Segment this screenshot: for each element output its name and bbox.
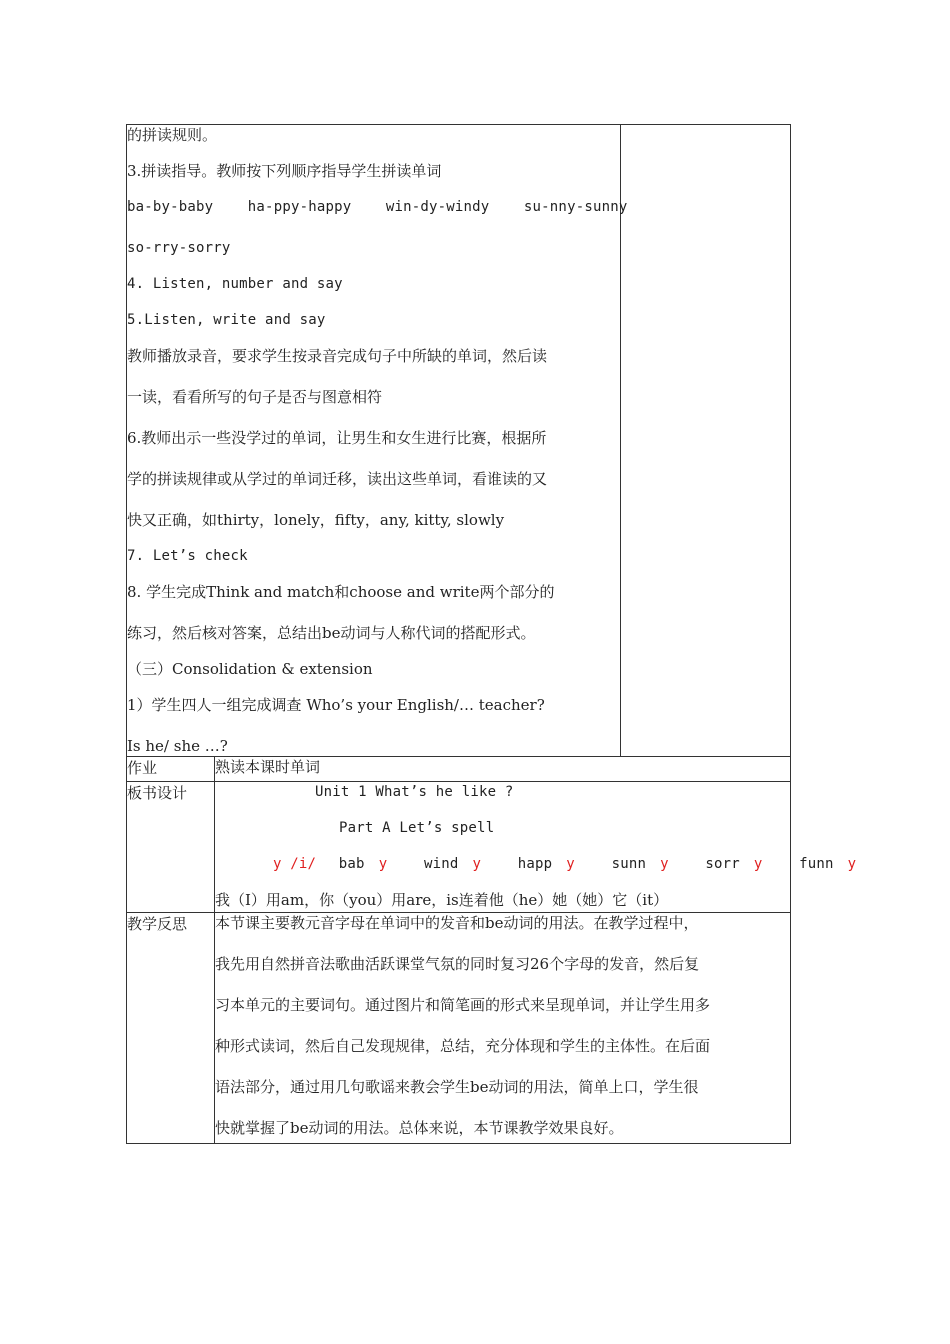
be-verb-rhyme: 我（I）用am，你（you）用are，is连着他（he）她（她）它（it） [215, 891, 669, 909]
spell-word: bab y [338, 856, 388, 872]
process-content [127, 125, 628, 757]
spell-word: happ y [517, 856, 575, 872]
board-design-row [127, 782, 791, 913]
reflection-line: 种形式读词，然后自己发现规律，总结，充分体现和学生的主体性。在后面 [215, 1037, 711, 1055]
spell-word: funn y [799, 856, 857, 872]
spell-rule: y /i/ [273, 856, 317, 872]
process-line: 3.拼读指导。教师按下列顺序指导学生拼读单词 [127, 162, 442, 180]
reflection-row [127, 913, 791, 1144]
process-line: 6.教师出示一些没学过的单词，让男生和女生进行比赛，根据所 [127, 429, 547, 447]
reflection-line: 快就掌握了be动词的用法。总体来说，本节课教学效果良好。 [215, 1119, 624, 1137]
process-line: Is he/ she …? [127, 737, 228, 755]
spell-word: sunn y [611, 856, 669, 872]
spell-words [215, 854, 857, 874]
reflection-line: 习本单元的主要词句。通过图片和简笔画的形式来呈现单词，并让学生用多 [215, 996, 711, 1014]
reflection-line: 语法部分，通过用几句歌谣来教会学生be动词的用法，简单上口，学生很 [215, 1078, 699, 1096]
process-line: 学的拼读规律或从学过的单词迁移，读出这些单词，看谁读的又 [127, 470, 548, 488]
spelling-words: ba-by-baby ha-ppy-happy win-dy-windy su-nny-sunny [127, 199, 628, 215]
process-line: 教师播放录音，要求学生按录音完成句子中所缺的单词，然后读 [127, 347, 548, 365]
notes-column [621, 125, 791, 757]
spell-word: sorr y [705, 856, 763, 872]
process-line: 练习，然后核对答案，总结出be动词与人称代词的搭配形式。 [127, 624, 536, 642]
homework-row [127, 757, 791, 782]
lesson-plan-table [126, 124, 857, 1144]
reflection-line: 本节课主要教元音字母在单词中的发音和be动词的用法。在教学过程中， [215, 914, 699, 932]
process-line: 的拼读规则。 [127, 126, 218, 144]
process-line: 快又正确，如thirty，lonely，fifty，any, kitty, slowly [127, 511, 505, 529]
process-row [127, 125, 791, 757]
board-title: Unit 1 What’s he like ? [315, 784, 514, 800]
process-line: 4. Listen, number and say [127, 276, 343, 292]
board-design-label: 板书设计 [127, 782, 215, 913]
board-subtitle: Part A Let’s spell [339, 820, 495, 836]
process-line: 7. Let’s check [127, 548, 248, 564]
reflection-label: 教学反思 [127, 913, 215, 1144]
reflection-content [215, 913, 791, 1144]
process-line: 8. 学生完成Think and match和choose and write两个部分的 [127, 583, 555, 601]
process-line: 5.Listen, write and say [127, 312, 326, 328]
process-line: 一读，看看所写的句子是否与图意相符 [127, 388, 383, 406]
homework-content [215, 757, 791, 782]
process-line: so-rry-sorry [127, 240, 231, 256]
process-line: （三）Consolidation & extension [127, 660, 373, 678]
reflection-line: 我先用自然拼音法歌曲活跃课堂气氛的同时复习26个字母的发音，然后复 [215, 955, 700, 973]
spell-word: wind y [423, 856, 482, 872]
process-line: 1）学生四人一组完成调查 Who’s your English/… teacher? [127, 696, 545, 714]
board-design-content [215, 782, 857, 913]
homework-text: 熟读本课时单词 [215, 758, 321, 776]
homework-label: 作业 [127, 757, 215, 782]
